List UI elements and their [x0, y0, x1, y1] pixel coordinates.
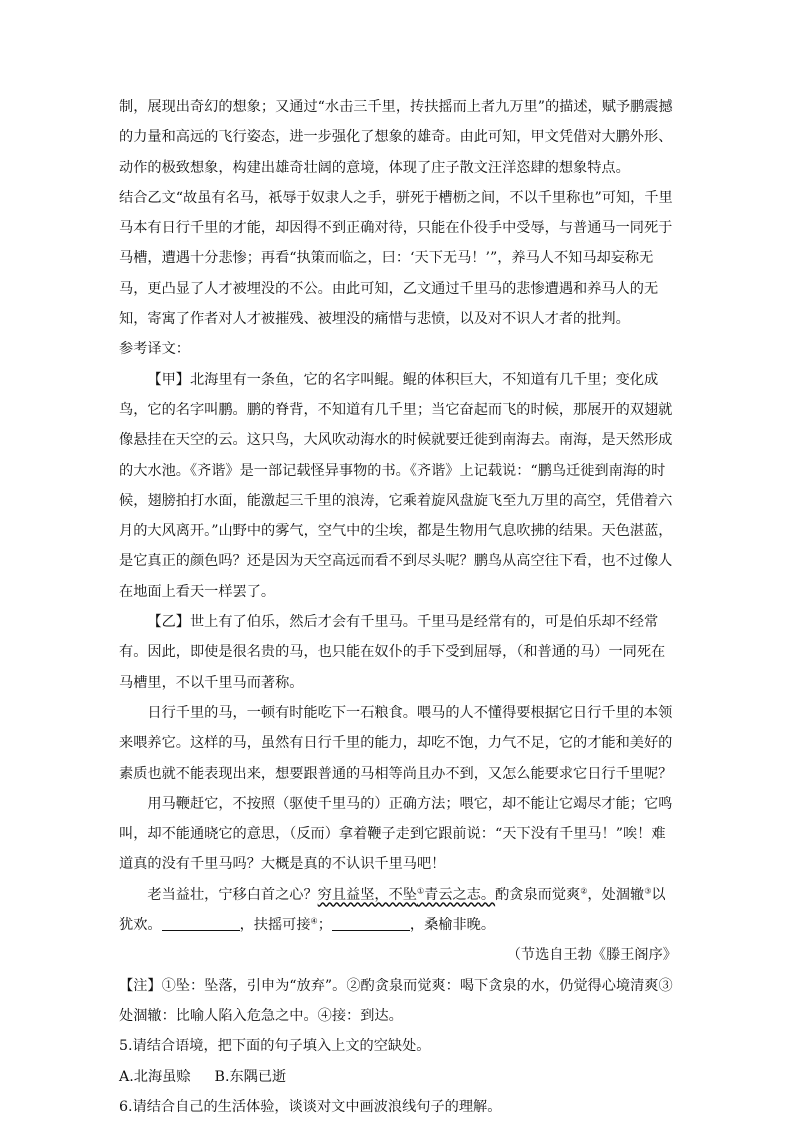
option-a: A.北海虽赊 [119, 1068, 191, 1085]
translation-yi-3: 用马鞭赶它，不按照（驱使千里马的）正确方法；喂它，却不能让它竭尽才能；它鸣叫，却不能通晓它的意思，（反而）拿着鞭子走到它跟前说：“天下没有千里马！”唉！难道真的没有千里马吗？大概是真的不认识千里马吧！ [119, 795, 673, 873]
options-row [119, 1062, 677, 1092]
fill-blank-1[interactable] [162, 916, 240, 931]
wavy-text-2: 青云之志。 [424, 886, 496, 903]
bing-text-3: 酌贪泉而觉爽 [495, 886, 581, 903]
translation-heading: 参考译文： [119, 341, 190, 358]
translation-yi-1: 【乙】世上有了伯乐，然后才会有千里马。千里马是经常有的，可是伯乐却不经常有。因此，即使是很名贵的马，也只能在奴仆的手下受到屈辱，（和普通的马）一同死在马槽里，不以千里马而著称。 [119, 614, 666, 691]
bing-text-6: ，扶摇可接 [239, 917, 311, 934]
question-6: 6.请结合自己的生活体验，谈谈对文中画波浪线句子的理解。 [119, 1098, 502, 1115]
question-5: 5.请结合语境，把下面的句子填入上文的空缺处。 [119, 1038, 431, 1055]
footnote-mark-3: ③ [644, 885, 652, 895]
wavy-text: 穷且益坚，不坠 [317, 886, 417, 903]
option-b: B.东隅已逝 [214, 1068, 287, 1085]
bing-text-7: ； [317, 917, 332, 934]
bing-passage [119, 880, 677, 941]
footnote-mark-2: ② [580, 885, 588, 895]
bing-text-8: ，桑榆非晚。 [409, 917, 496, 934]
footnote-mark-4: ④ [310, 916, 318, 926]
document-body [119, 92, 677, 1122]
translation-jia: 【甲】北海里有一条鱼，它的名字叫鲲。鲲的体积巨大，不知道有几千里；变化成鸟，它的名字叫鹏。鹏的脊背，不知道有几千里；当它奋起而飞的时候，那展开的双翅就像悬挂在天空的云。这只鸟，大风吹动海水的时候就要迁徙到南海去。南海，是天然形成的大水池。《齐谐》是一部记载怪异事物的书。《齐谐》上记载说：“鹏鸟迁徙到南海的时候，翅膀拍打水面，能激起三千里的浪涛，它乘着旋风盘旋飞至九万里的高空，凭借着六月的大风离开。”山野中的雾气，空气中的尘埃，都是生物用气息吹拂的结果。天色湛蓝，是它真正的颜色吗？还是因为天空高远而看不到尽头呢？鹏鸟从高空往下看，也不过像人在地面上看天一样罢了。 [119, 371, 673, 600]
translation-yi-2: 日行千里的马，一顿有时能吃下一石粮食。喂马的人不懂得要根据它日行千里的本领来喂养它。这样的马，虽然有日行千里的能力，却吃不饱，力气不足，它的才能和美好的素质也就不能表现出来，想要跟普通的马相等尚且办不到，又怎么能要求它日行千里呢？ [119, 704, 673, 782]
bing-text-4: ，处涸辙 [587, 886, 645, 903]
bing-text-1: 老当益壮，宁移白首之心？ [147, 886, 318, 903]
annotation-note: 【注】①坠：坠落，引申为“放弃”。②酌贪泉而觉爽：喝下贪泉的水，仍觉得心境清爽③处涸辙：比喻人陷入危急之中。④接：到达。 [119, 977, 673, 1024]
source-citation: （节选自王勃《滕王阁序》 [506, 947, 677, 964]
fill-blank-2[interactable] [332, 916, 410, 931]
wavy-underlined-sentence [318, 887, 495, 903]
bing-text-5: 以犹欢。 [119, 886, 666, 934]
analysis-paragraph-1: 制，展现出奇幻的想象；又通过“水击三千里，抟扶摇而上者九万里”的描述，赋予鹏震撼的力量和高远的飞行姿态，进一步强化了想象的雄奇。由此可知，甲文凭借对大鹏外形、动作的极致想象，构建出雄奇壮阔的意境，体现了庄子散文汪洋恣肆的想象特点。 [119, 99, 673, 176]
footnote-mark-1: ① [416, 885, 425, 895]
analysis-paragraph-2: 结合乙文“故虽有名马，祇辱于奴隶人之手，骈死于槽枥之间，不以千里称也”可知，千里马本有日行千里的才能，却因得不到正确对待，只能在仆役手中受辱，与普通马一同死于马槽，遭遇十分悲惨；再看“执策而临之，曰：‘天下无马！’”，养马人不知马却妄称无马，更凸显了人才被埋没的不公。由此可知，乙文通过千里马的悲惨遭遇和养马人的无知，寄寓了作者对人才被摧残、被埋没的痛惜与悲愤，以及对不识人才者的批判。 [119, 189, 673, 328]
